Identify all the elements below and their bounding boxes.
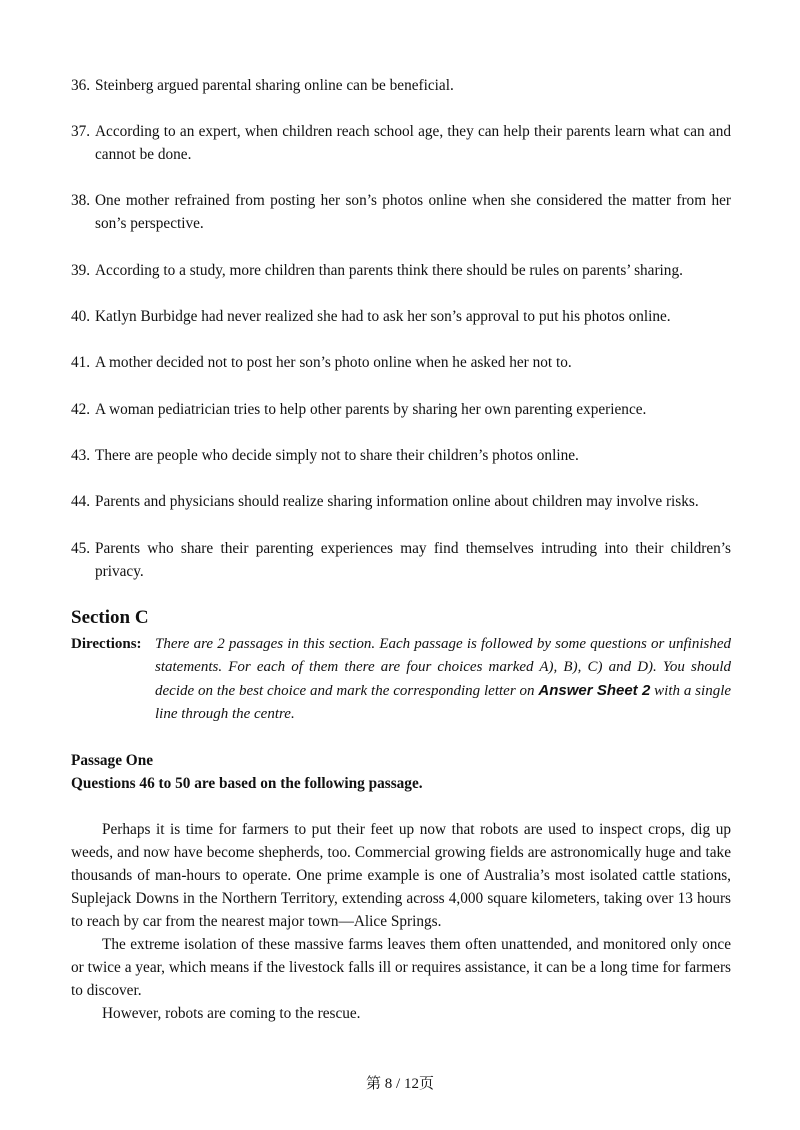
passage-title: Passage One xyxy=(71,752,154,769)
directions-text xyxy=(155,633,731,726)
statement-41 xyxy=(71,351,731,374)
statement-number: 42. xyxy=(71,401,91,418)
passage-paragraph-3: However, robots are coming to the rescue. xyxy=(102,1005,361,1022)
page-number: 第 8 / 12页 xyxy=(366,1076,434,1092)
statement-number: 37. xyxy=(71,123,91,140)
statement-number: 36. xyxy=(71,77,91,94)
statement-number: 38. xyxy=(71,192,91,209)
statement-text: One mother refrained from posting her son’s photos online when she considered the matter from her son’s perspective. xyxy=(95,192,731,232)
passage-paragraph-1: Perhaps it is time for farmers to put their feet up now that robots are used to inspect crops, dig up weeds, and now have become shepherds, too. Commercial growing fields are astronomically huge and take thousands of man-hours to operate. One prime example is one of Australia’s most isolated cattle stations, Suplejack Downs in the Northern Territory, extending across 4,000 square kilometers, taking over 13 hours to reach by car from the nearest major town—Alice Springs. xyxy=(71,821,731,930)
answer-sheet-reference: Answer Sheet 2 xyxy=(538,682,651,699)
statement-text: Parents who share their parenting experiences may find themselves intruding into their children’s privacy. xyxy=(95,540,731,580)
passage-subtitle: Questions 46 to 50 are based on the following passage. xyxy=(71,775,423,792)
statement-number: 40. xyxy=(71,308,91,325)
statement-36 xyxy=(71,74,731,97)
statement-text: There are people who decide simply not to share their children’s photos online. xyxy=(95,447,579,464)
statement-number: 43. xyxy=(71,447,91,464)
statement-38 xyxy=(71,189,731,235)
statement-44 xyxy=(71,490,731,513)
statement-text: According to a study, more children than parents think there should be rules on parents’ sharing. xyxy=(95,262,683,279)
statement-37 xyxy=(71,120,731,166)
section-title: Section C xyxy=(71,607,149,628)
statement-number: 44. xyxy=(71,493,91,510)
passage-paragraph-2: The extreme isolation of these massive farms leaves them often unattended, and monitored only once or twice a year, which means if the livestock falls ill or requires assistance, it can be a long time for farmers to discover. xyxy=(71,936,731,999)
directions-text-part-1: There are 2 passages in this section. Each passage is followed by some questions or unfinished statements. For each of them there are four choices marked A), B), C) and D). You should decide on the best choice and mark the corresponding letter on xyxy=(155,636,731,699)
statement-text: A woman pediatrician tries to help other parents by sharing her own parenting experience. xyxy=(95,401,647,418)
statement-number: 45. xyxy=(71,540,91,557)
statement-43 xyxy=(71,444,731,467)
statement-40 xyxy=(71,305,731,328)
statement-number: 39. xyxy=(71,262,91,279)
statement-39 xyxy=(71,259,731,282)
statement-text: According to an expert, when children reach school age, they can help their parents learn what can and cannot be done. xyxy=(95,123,731,163)
directions-text-part-2: with a single line through the centre. xyxy=(155,683,732,722)
statement-text: A mother decided not to post her son’s photo online when he asked her not to. xyxy=(95,354,572,371)
statement-45 xyxy=(71,537,731,583)
statement-text: Steinberg argued parental sharing online can be beneficial. xyxy=(95,77,454,94)
statement-42 xyxy=(71,398,731,421)
directions-label: Directions: xyxy=(71,636,142,652)
statement-number: 41. xyxy=(71,354,91,371)
statement-text: Parents and physicians should realize sharing information online about children may involve risks. xyxy=(95,493,699,510)
statement-text: Katlyn Burbidge had never realized she had to ask her son’s approval to put his photos online. xyxy=(95,308,671,325)
